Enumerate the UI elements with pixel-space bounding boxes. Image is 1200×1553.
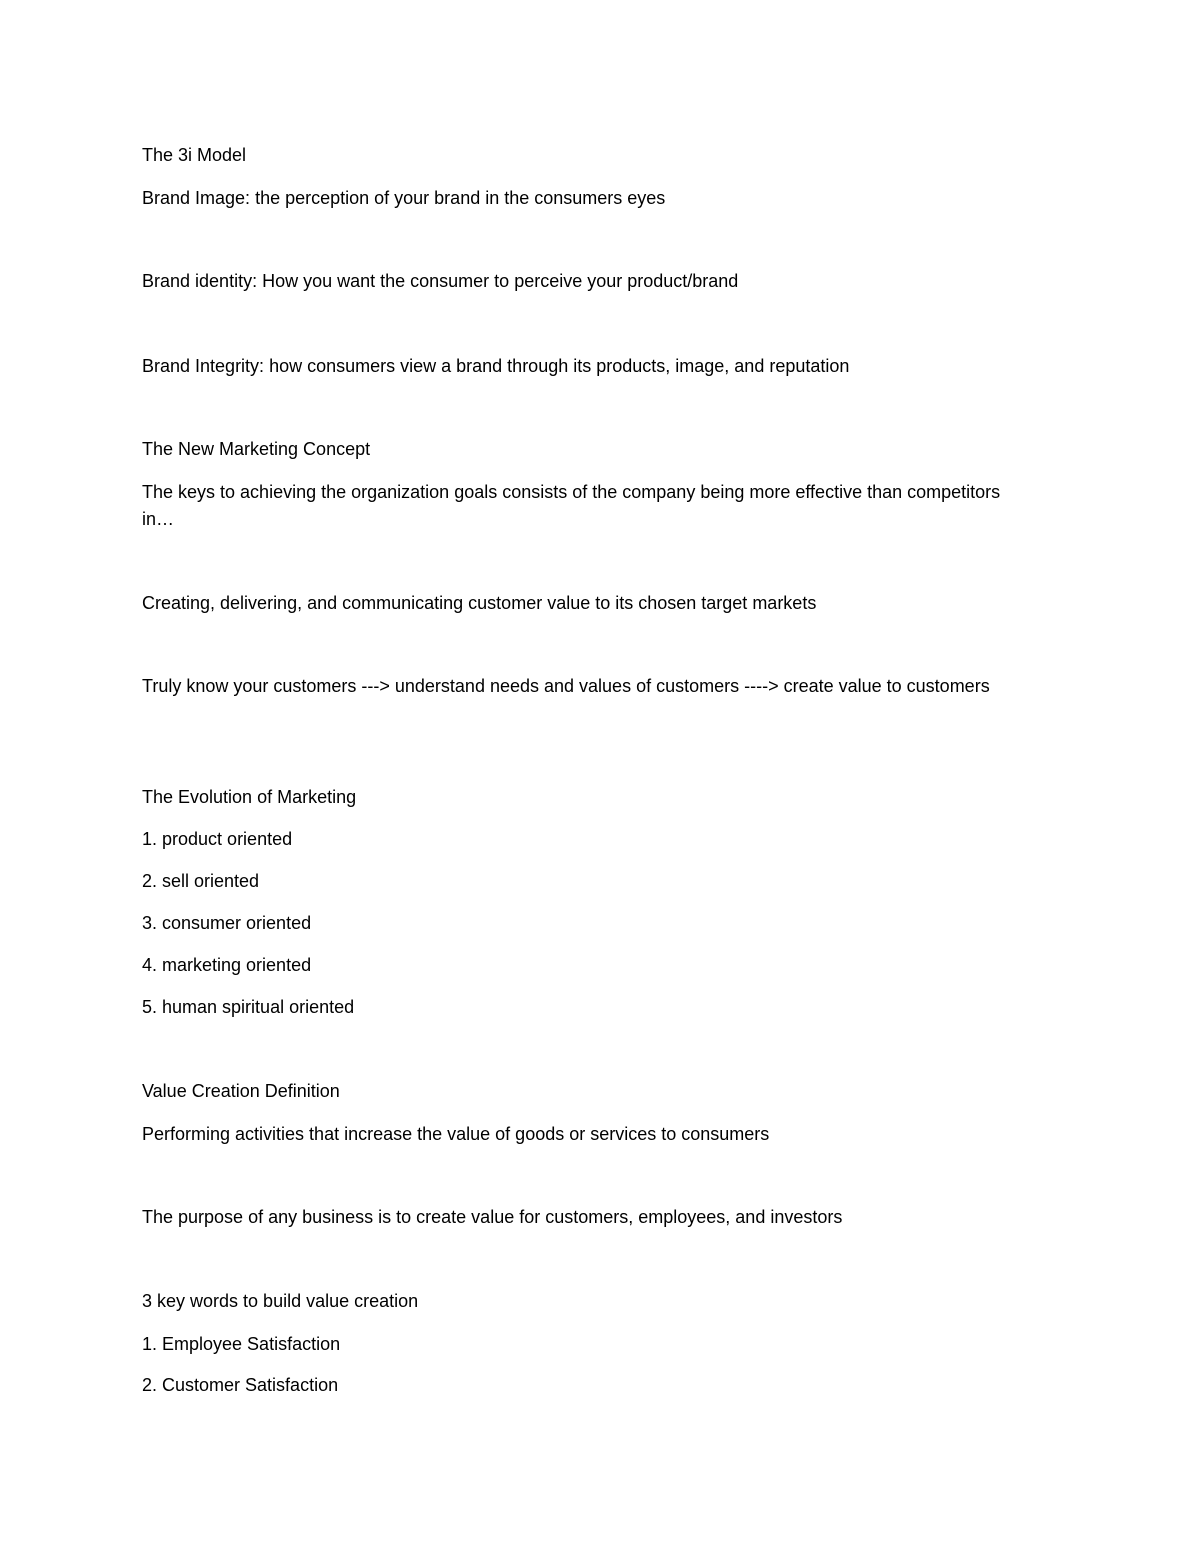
list-item: 4. marketing oriented: [142, 955, 312, 975]
brand-image-definition: Brand Image: the perception of your brand in the consumers eyes: [142, 188, 666, 208]
list-item: 3. consumer oriented: [142, 913, 312, 933]
list-item: 2. Customer Satisfaction: [142, 1375, 339, 1395]
heading-3i-model: The 3i Model: [142, 145, 247, 165]
heading-key-words: 3 key words to build value creation: [142, 1291, 419, 1311]
marketing-concept-keys: The keys to achieving the organization goals consists of the company being more effective than competitors in…: [142, 482, 1001, 529]
value-creation-definition: Performing activities that increase the value of goods or services to consumers: [142, 1124, 770, 1144]
brand-integrity-definition: Brand Integrity: how consumers view a brand through its products, image, and reputation: [142, 356, 850, 376]
heading-new-marketing-concept: The New Marketing Concept: [142, 439, 371, 459]
creating-delivering-line: Creating, delivering, and communicating customer value to its chosen target markets: [142, 593, 817, 613]
list-item: 1. Employee Satisfaction: [142, 1334, 341, 1354]
truly-know-customers-line: Truly know your customers ---> understand needs and values of customers ----> create value to customers: [142, 676, 990, 696]
list-item: 1. product oriented: [142, 829, 293, 849]
brand-identity-definition: Brand identity: How you want the consumer to perceive your product/brand: [142, 271, 739, 291]
heading-value-creation-definition: Value Creation Definition: [142, 1081, 340, 1101]
list-item: 2. sell oriented: [142, 871, 260, 891]
purpose-of-business-line: The purpose of any business is to create value for customers, employees, and investors: [142, 1207, 843, 1227]
heading-evolution-of-marketing: The Evolution of Marketing: [142, 787, 357, 807]
list-item: 5. human spiritual oriented: [142, 997, 355, 1017]
